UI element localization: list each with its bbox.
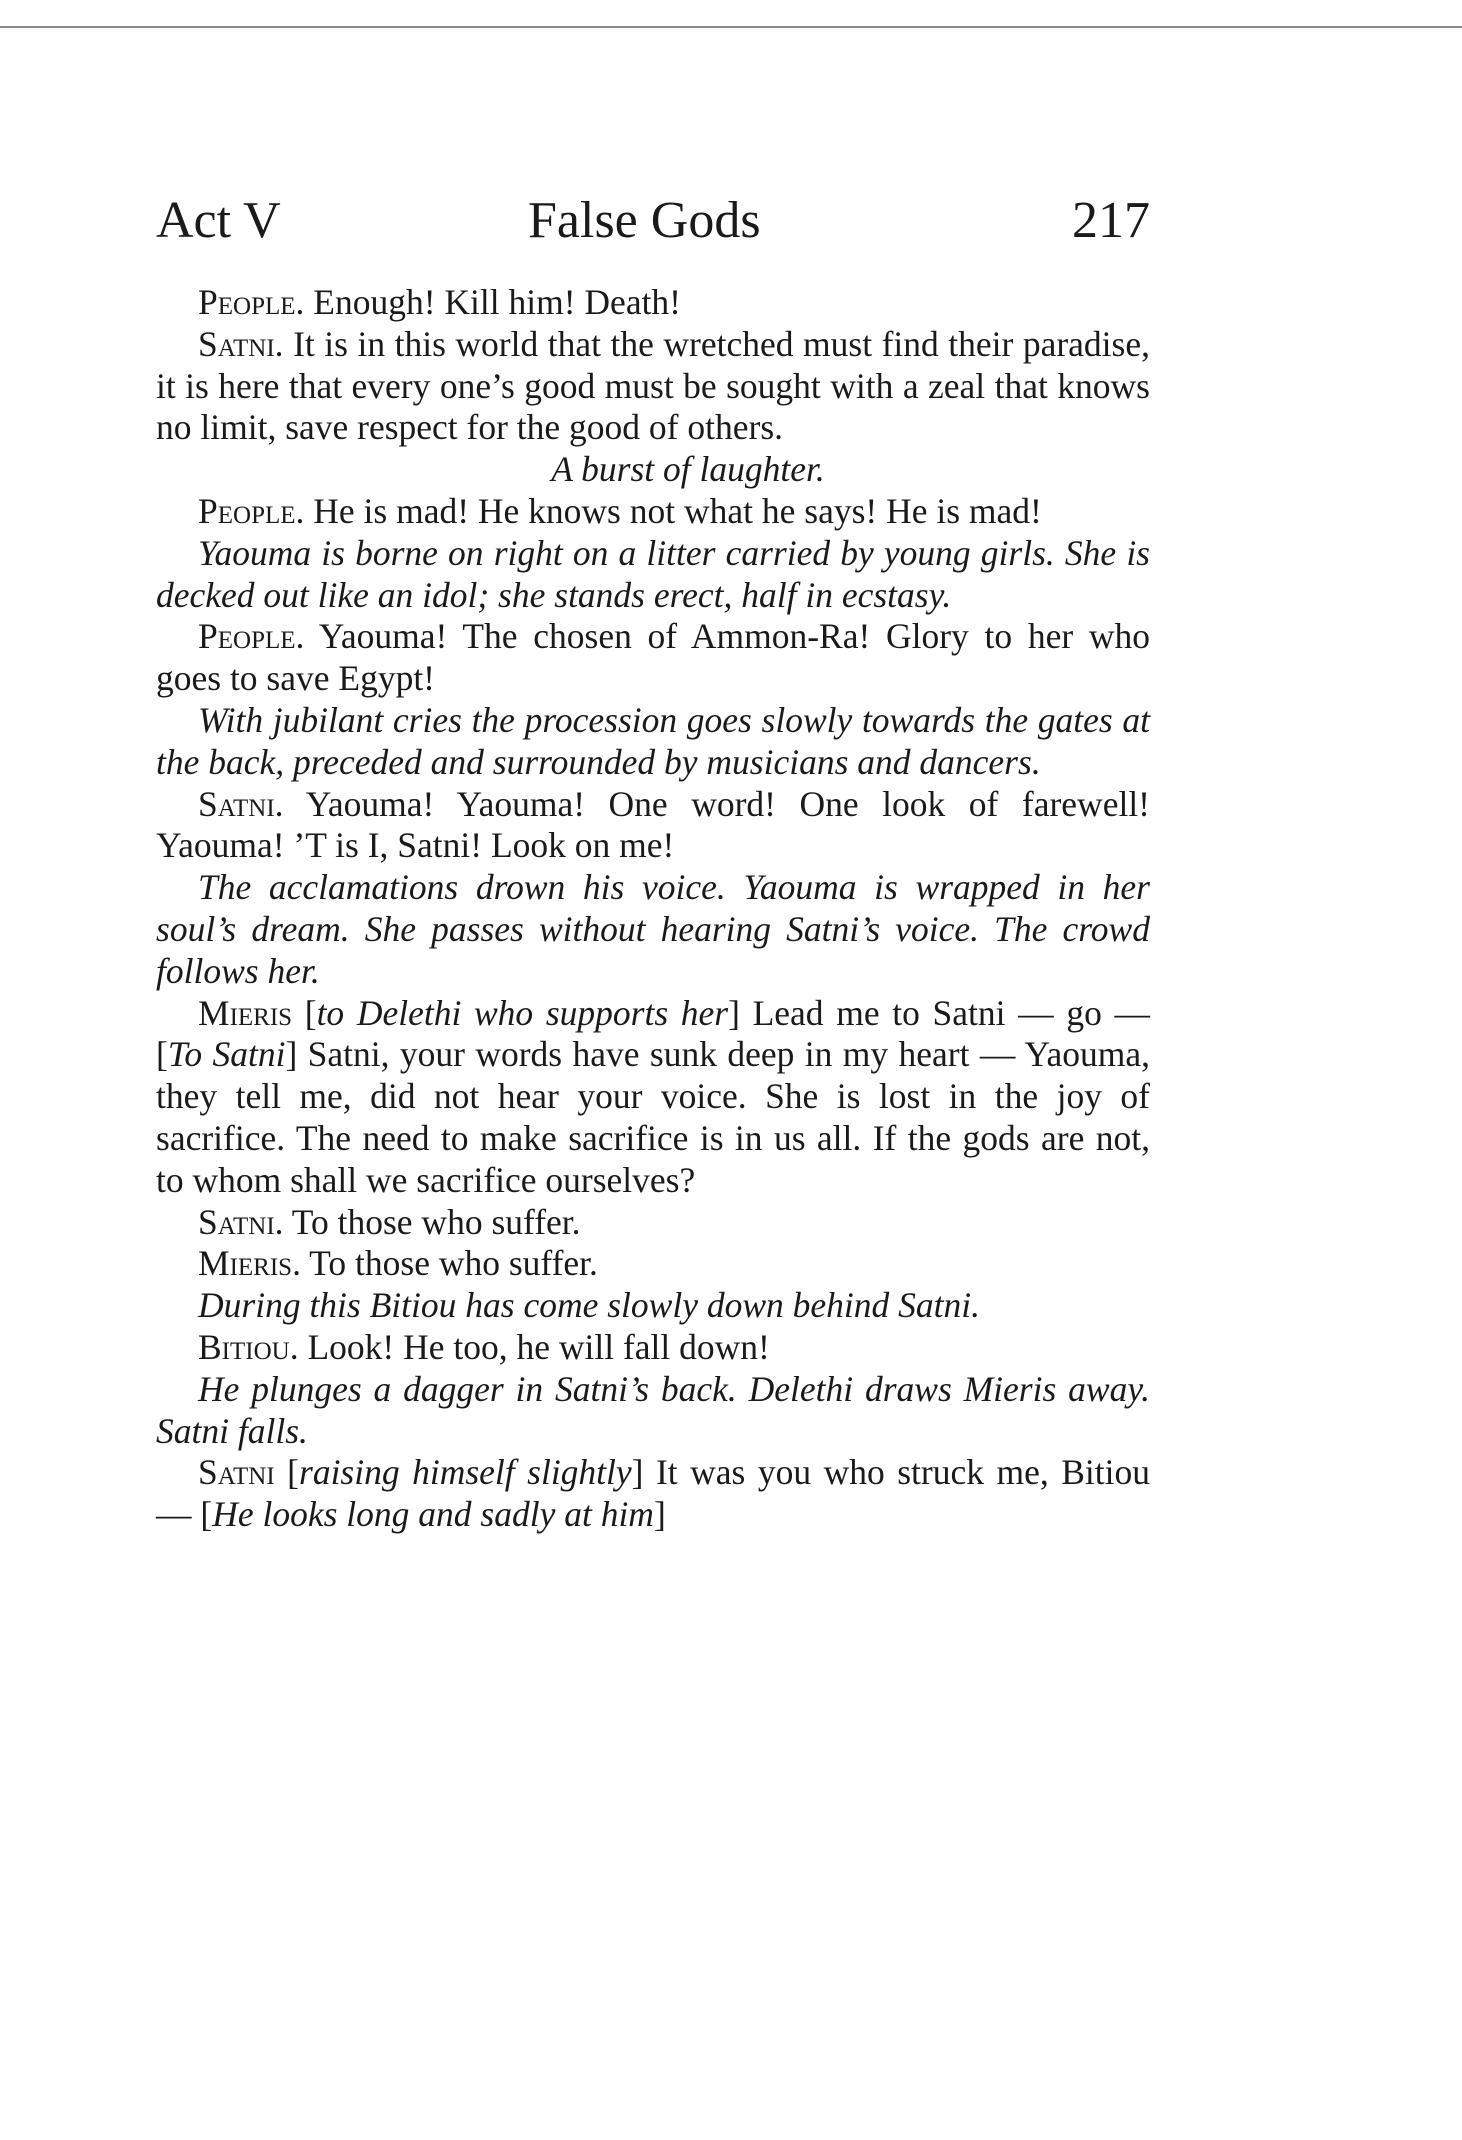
speech-text: It is in this world that the wretched must find their paradise, it is here that every one’s good must be sought with a zeal that knows no limit, save respect for the good of others.: [156, 323, 1150, 448]
speech-text: Enough! Kill him! Death!: [304, 282, 682, 322]
inline-stage-direction: raising himself slightly: [299, 1452, 632, 1493]
speaker-name: People.: [198, 282, 305, 322]
stage-direction: Yaouma is borne on right on a litter carried by young girls. She is decked out like an idol; she stands erect, half in ecstasy.: [156, 532, 1150, 615]
speech-text: Yaouma! The chosen of Ammon-Ra! Glory to her who goes to save Egypt!: [156, 616, 1150, 699]
speech-text: Lead me to Satni — go —: [739, 992, 1150, 1033]
speech-text: Look! He too, he will fall down!: [298, 1326, 770, 1367]
speaker-name: Mieris.: [198, 1243, 301, 1284]
speech-satni-3: [156, 1202, 1150, 1244]
inline-stage-direction: He looks long and sadly at him: [212, 1494, 654, 1535]
play-text: [156, 282, 1150, 1536]
speaker-name: Mieris: [198, 992, 293, 1033]
speaker-name: Bitiou.: [198, 1326, 299, 1367]
speaker-name: Satni: [198, 1452, 275, 1493]
inline-stage-direction: To Satni: [167, 1034, 286, 1075]
stage-direction: He plunges a dagger in Satni’s back. Delethi draws Mieris away. Satni falls.: [156, 1368, 1150, 1451]
page-title: False Gods: [528, 192, 761, 249]
speech-satni-1: [156, 324, 1150, 449]
speech-bitiou: [156, 1327, 1150, 1369]
page-number: 217: [1072, 192, 1150, 249]
speaker-name: Satni.: [198, 783, 284, 824]
speech-text: He is mad! He knows not what he says! He is mad!: [304, 490, 1042, 531]
act-label: Act V: [156, 192, 281, 249]
stage-direction: With jubilant cries the procession goes slowly towards the gates at the back, preceded and surrounded by musicians and dancers.: [156, 699, 1150, 782]
speaker-name: Satni.: [198, 1201, 284, 1242]
speech-people-2: [156, 491, 1150, 533]
speech-text: It was you who struck me, Bitiou —: [156, 1452, 1150, 1535]
speech-mieris-2: [156, 1243, 1150, 1285]
speech-text: To those who suffer.: [300, 1243, 598, 1284]
speech-satni-4: Satni [raising himself slightly] It was you who struck me, Bitiou — [He looks long and sadly at him]: [156, 1452, 1150, 1535]
speaker-name: People.: [198, 616, 305, 657]
speech-mieris-1: Mieris [to Delethi who supports her] Lead me to Satni — go — [To Satni] Satni, your words have sunk deep in my heart — Yaouma, they tell me, did not hear your voice. She is lost in the joy of sacrifice. The need to make sacrifice is in us all. If the gods are not, to whom shall we sacrifice ourselves?: [156, 992, 1150, 1200]
speaker-name: People.: [198, 490, 305, 531]
running-head: [156, 188, 1150, 254]
speech-text: Satni, your words have sunk deep in my heart — Yaouma, they tell me, did not hear your voice. She is lost in the joy of sacrifice. The need to make sacrifice is in us all. If the gods are not, to whom shall we sacrifice ourselves?: [156, 1034, 1150, 1200]
top-rule: [0, 26, 1462, 28]
speech-text: To those who suffer.: [283, 1201, 581, 1242]
stage-direction: During this Bitiou has come slowly down behind Satni.: [198, 1285, 980, 1326]
speech-satni-2: [156, 784, 1150, 868]
speech-text: Yaouma! Yaouma! One word! One look of farewell! Yaouma! ’T is I, Satni! Look on me!: [156, 783, 1150, 866]
speech-people-3: [156, 616, 1150, 700]
speaker-name: Satni.: [198, 323, 284, 364]
speech-people-1: [156, 282, 1150, 324]
stage-direction: The acclamations drown his voice. Yaouma is wrapped in her soul’s dream. She passes without hearing Satni’s voice. The crowd follows her.: [156, 867, 1150, 991]
inline-stage-direction: to Delethi who supports her: [316, 992, 729, 1033]
stage-direction-centered: A burst of laughter.: [551, 449, 825, 490]
